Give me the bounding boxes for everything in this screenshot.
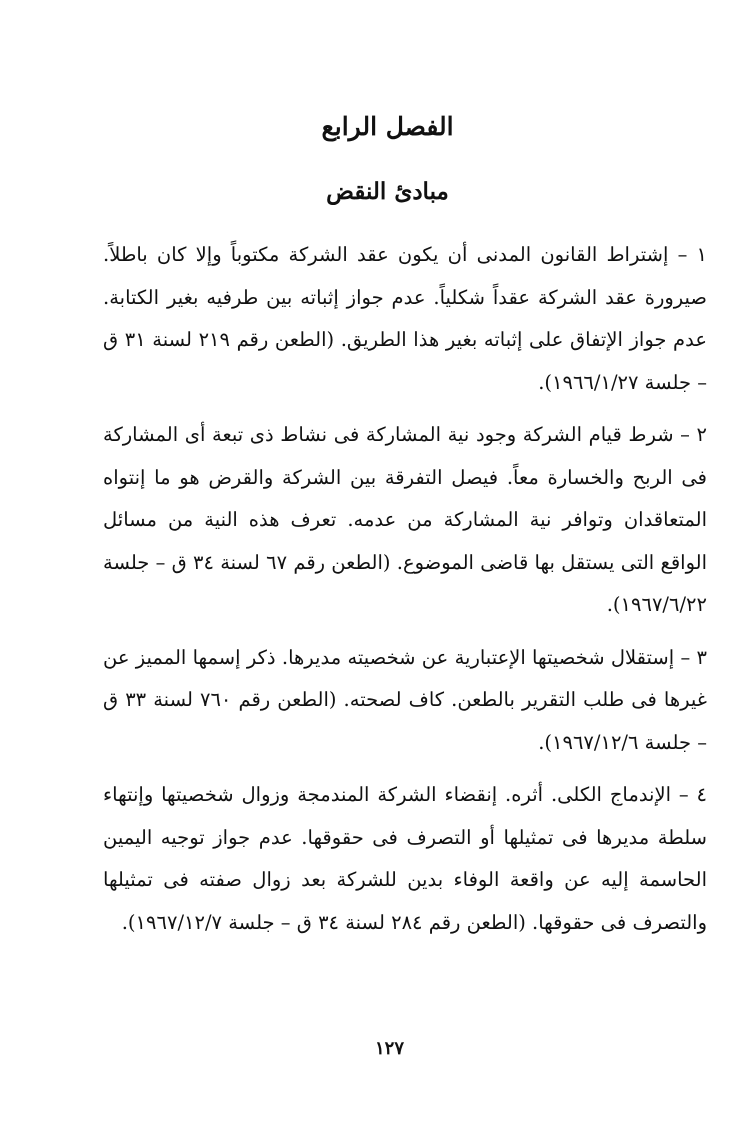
paragraph-2: ٢ – شرط قيام الشركة وجود نية المشاركة فى نشاط ذى تبعة أى المشاركة فى الربح والخسارة معاً. فيصل التفرقة بين الشركة والقرض هو ما إنتواه المتعاقدان وتوافر نية المشاركة من عدمه. تعرف هذه النية من مسائل الواقع التى يستقل بها قاضى الموضوع. (الطعن رقم ٦٧ لسنة ٣٤ ق – جلسة ١٩٦٧/٦/٢٢). — [103, 423, 708, 616]
paragraph-1: ١ – إشتراط القانون المدنى أن يكون عقد الشركة مكتوباً وإلا كان باطلاً. صيرورة عقد الشركة عقداً شكلياً. عدم جواز إثباته بين طرفيه بغير الكتابة. عدم جواز الإتفاق على إثباته بغير هذا الطريق. (الطعن رقم ٢١٩ لسنة ٣١ ق – جلسة ١٩٦٦/١/٢٧). — [103, 243, 707, 394]
body-text — [103, 234, 707, 954]
page-number: ١٢٧ — [374, 1038, 404, 1059]
chapter-title: الفصل الرابع — [321, 112, 454, 141]
section-title: مبادئ النقض — [326, 178, 449, 205]
paragraph-4: ٤ – الإندماج الكلى. أثره. إنقضاء الشركة المندمجة وزوال شخصيتها وإنتهاء سلطة مديرها فى تمثيلها أو التصرف فى حقوقها. عدم جواز توجيه اليمين الحاسمة إليه عن واقعة الوفاء بدين للشركة بعد زوال صفته فى تمثيلها والتصرف فى حقوقها. (الطعن رقم ٢٨٤ لسنة ٣٤ ق – جلسة ١٩٦٧/١٢/٧). — [103, 783, 707, 934]
paragraph-3: ٣ – إستقلال شخصيتها الإعتبارية عن شخصيته مديرها. ذكر إسمها المميز عن غيرها فى طلب التقرير بالطعن. كاف لصحته. (الطعن رقم ٧٦٠ لسنة ٣٣ ق – جلسة ١٩٦٧/١٢/٦). — [103, 645, 707, 754]
